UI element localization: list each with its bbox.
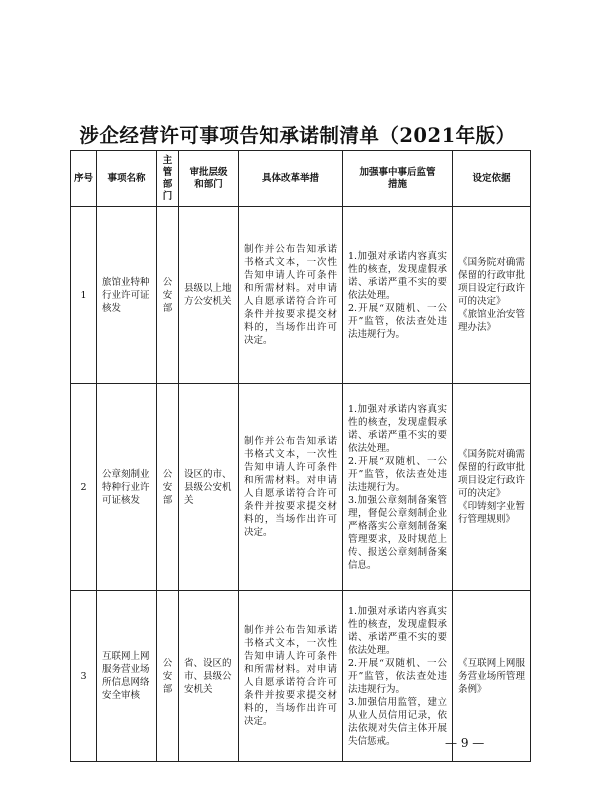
document-title: 涉企经营许可事项告知承诺制清单（2021年版）	[79, 124, 516, 147]
row-seq: 3	[71, 591, 97, 762]
header-seq: 序号	[71, 151, 97, 207]
permit-list-table	[70, 150, 531, 762]
row-basis: 《互联网上网服务营业场所管理条例》	[453, 591, 531, 762]
header-measures: 具体改革举措	[239, 151, 343, 207]
row-seq: 1	[71, 207, 97, 384]
row-supervision: 1.加强对承诺内容真实性的核查，发现虚假承诺、承诺严重不实的要依法处理。 2.开展“双随机、一公开”监管，依法查处违法违规行为。	[343, 207, 453, 384]
header-name: 事项名称	[97, 151, 157, 207]
table-row	[71, 207, 531, 384]
row-name: 互联网上网服务营业场所信息网络安全审核	[97, 591, 157, 762]
table-row	[71, 384, 531, 591]
row-measures: 制作并公布告知承诺书格式文本，一次性告知申请人许可条件和所需材料。对申请人自愿承诺符合许可条件并按要求提交材料的，当场作出许可决定。	[239, 207, 343, 384]
row-dept: 公安部	[157, 207, 179, 384]
row-supervision: 1.加强对承诺内容真实性的核查，发现虚假承诺、承诺严重不实的要依法处理。 2.开展“双随机、一公开”监管，依法查处违法违规行为。 3.加强公章刻制备案管理，督促公章刻制企业严格落实公章刻制备案管理要求，及时规范上传、报送公章刻制备案信息。	[343, 384, 453, 591]
row-level: 县级以上地方公安机关	[179, 207, 239, 384]
row-name: 公章刻制业特种行业许可证核发	[97, 384, 157, 591]
row-measures: 制作并公布告知承诺书格式文本，一次性告知申请人许可条件和所需材料。对申请人自愿承诺符合许可条件并按要求提交材料的，当场作出许可决定。	[239, 591, 343, 762]
header-row	[71, 151, 531, 207]
row-measures: 制作并公布告知承诺书格式文本，一次性告知申请人许可条件和所需材料。对申请人自愿承诺符合许可条件并按要求提交材料的，当场作出许可决定。	[239, 384, 343, 591]
row-supervision: 1.加强对承诺内容真实性的核查，发现虚假承诺、承诺严重不实的要依法处理。 2.开展“双随机、一公开”监管，依法查处违法违规行为。 3.加强信用监管，建立从业人员信用记录，依法依规对失信主体开展失信惩戒。	[343, 591, 453, 762]
row-dept: 公安部	[157, 384, 179, 591]
row-dept: 公安部	[157, 591, 179, 762]
row-level: 设区的市、县级公安机关	[179, 384, 239, 591]
row-basis: 《国务院对确需保留的行政审批项目设定行政许可的决定》 《旅馆业治安管理办法》	[453, 207, 531, 384]
row-level: 省、设区的市、县级公安机关	[179, 591, 239, 762]
row-seq: 2	[71, 384, 97, 591]
header-basis: 设定依据	[453, 151, 531, 207]
header-level: 审批层级和部门	[179, 151, 239, 207]
header-supervision: 加强事中事后监管措施	[343, 151, 453, 207]
page-number: — 9 —	[445, 736, 485, 750]
header-dept: 主管部门	[157, 151, 179, 207]
row-basis: 《国务院对确需保留的行政审批项目设定行政许可的决定》 《印铸刻字业暂行管理规则》	[453, 384, 531, 591]
row-name: 旅馆业特种行业许可证核发	[97, 207, 157, 384]
